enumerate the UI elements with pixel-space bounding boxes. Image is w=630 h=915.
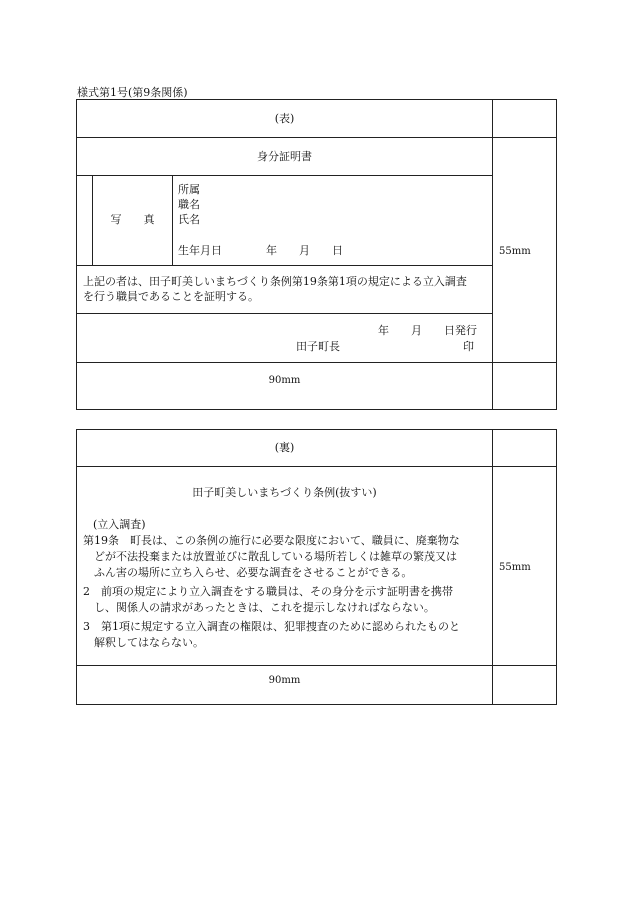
back-width-label: 90mm (268, 675, 301, 686)
front-header-side-cell (492, 99, 557, 138)
row-divider (76, 313, 493, 314)
mayor-label: 田子町長 (296, 340, 340, 353)
photo-label: 写 真 (110, 213, 155, 226)
section-caption: (立入調査) (93, 518, 146, 531)
paragraph-text: し、関係人の請求があったときは、これを提示しなければならない。 (94, 601, 435, 614)
article-text: ふん害の場所に立ち入らせ、必要な調査をさせることができる。 (94, 566, 413, 579)
certification-text: 上記の者は、田子町美しいまちづくり条例第19条第1項の規定による立入調査 (83, 275, 467, 288)
article-text: 第19条 町長は、この条例の施行に必要な限度において、職員に、廃棄物な (83, 534, 460, 547)
job-title-label: 職名 (178, 198, 200, 211)
photo-right-line (172, 175, 173, 265)
certificate-title: 身分証明書 (257, 150, 312, 163)
front-width-label: 90mm (268, 375, 301, 386)
ordinance-title: 田子町美しいまちづくり条例(抜すい) (192, 486, 377, 499)
seal-mark: 印 (463, 340, 474, 353)
front-width-side-cell (492, 362, 557, 410)
paragraph-text: 解釈してはならない。 (94, 636, 204, 649)
name-label: 氏名 (178, 213, 200, 226)
front-header-label: (表) (274, 112, 295, 125)
front-height-label: 55mm (499, 246, 531, 257)
paragraph-text: 2 前項の規定により立入調査をする職員は、その身分を示す証明書を携帯 (83, 585, 453, 598)
row-divider (76, 175, 493, 176)
affiliation-label: 所属 (178, 183, 200, 196)
back-header-side-cell (492, 429, 557, 467)
paragraph-text: 3 第1項に規定する立入調査の権限は、犯罪捜査のために認められたものと (83, 620, 460, 633)
article-text: どが不法投棄または放置並びに散乱している場所若しくは雑草の繁茂又は (94, 550, 457, 563)
birth-date-label: 生年月日 年 月 日 (178, 244, 343, 257)
form-number: 様式第1号(第9条関係) (77, 86, 188, 99)
back-height-label: 55mm (499, 562, 531, 573)
back-width-side-cell (492, 665, 557, 705)
back-header-label: (裏) (274, 441, 295, 454)
issue-date: 年 月 日発行 (378, 324, 477, 337)
row-divider (76, 265, 493, 266)
certification-text: を行う職員であることを証明する。 (83, 290, 259, 303)
